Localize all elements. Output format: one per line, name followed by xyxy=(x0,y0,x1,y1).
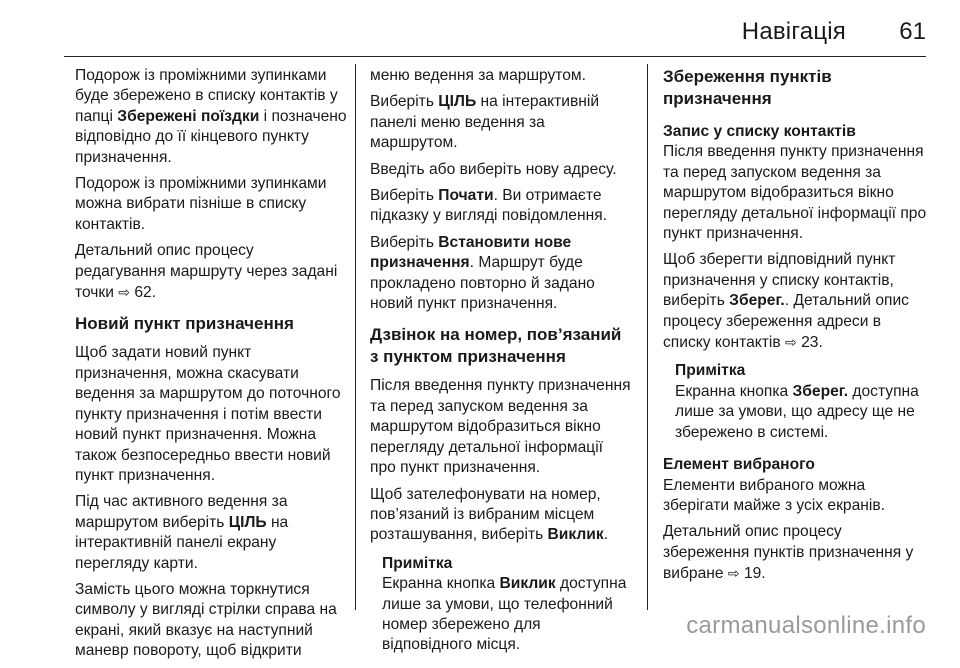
paragraph: Виберіть Почати. Ви отримаєте підказку у вигляді повідомлення. xyxy=(370,187,607,225)
subsection-heading: Елемент вибраного xyxy=(663,456,815,474)
paragraph: Елементи вибраного можна зберігати майже з усіх екранів. xyxy=(663,476,885,514)
note-text: Екранна кнопка Виклик доступна лише за умови, що телефонний номер збережено для відповідного місця. xyxy=(382,575,627,654)
paragraph: Після введення пункту призначення та перед запуском ведення за маршрутом відобразиться вікно перегляду детальної інформації про пункт призначення. xyxy=(663,143,927,243)
paragraph: Під час активного ведення за маршрутом виберіть ЦІЛЬ на інтерактивній панелі екрану перегляду карти. xyxy=(75,493,289,572)
column-3 xyxy=(663,66,929,591)
subsection-heading: Запис у списку контактів xyxy=(663,123,856,140)
watermark[interactable]: carmanualsonline.info xyxy=(686,612,926,639)
note-title: Примітка xyxy=(675,362,746,380)
note-box xyxy=(675,361,929,443)
paragraph: меню ведення за маршрутом. xyxy=(370,67,586,84)
section-title: Навігація xyxy=(741,18,846,45)
paragraph: Виберіть Встановити нове призначення. Маршрут буде прокладено повторно й задано новий пункт призначення. xyxy=(370,233,595,313)
paragraph: Після введення пункту призначення та перед запуском ведення за маршрутом відобразиться вікно перегляду детальної інформації про пункт призначення. xyxy=(370,377,631,477)
section-heading: Новий пункт призначення xyxy=(75,314,294,334)
cross-reference-icon: ⇨ xyxy=(785,334,797,351)
paragraph: Щоб зберегти відповідний пункт призначення у списку контактів, виберіть Зберег.. Детальний опис процесу збереження адреси в списку контактів ⇨ 23. xyxy=(663,251,909,352)
paragraph: Щоб зателефонувати на номер, пов’язаний із вибраним місцем розташування, виберіть Виклик. xyxy=(370,485,609,544)
paragraph: Виберіть ЦІЛЬ на інтерактивній панелі меню ведення за маршрутом. xyxy=(370,93,600,152)
page-header xyxy=(64,0,926,57)
paragraph: Детальний опис процесу редагування маршруту через задані точки ⇨ 62. xyxy=(75,242,338,302)
note-box xyxy=(382,554,632,656)
cross-reference-icon: ⇨ xyxy=(727,565,740,582)
section-heading: Збереження пунктів призначення xyxy=(663,67,832,108)
paragraph: Замість цього можна торкнутися символу у вигляді стрілки справа на екрані, який вказує на наступний маневр повороту, щоб відкрити xyxy=(75,580,337,660)
column-divider xyxy=(647,64,648,610)
paragraph: Подорож із проміжними зупинками можна вибрати пізніше в списку контактів. xyxy=(75,175,327,233)
section-heading: Дзвінок на номер, пов’язаний з пунктом призначення xyxy=(370,325,622,367)
note-title: Примітка xyxy=(382,554,453,572)
page-number: 61 xyxy=(899,18,926,45)
column-1 xyxy=(75,66,347,668)
note-text: Екранна кнопка Зберег. доступна лише за умови, що адресу ще не збережено в системі. xyxy=(675,382,919,441)
paragraph: Щоб задати новий пункт призначення, можна скасувати ведення за маршрутом до поточного пункту призначення і потім ввести новий пункт призначення. Можна також безпосередньо ввести новий пункт призначення. xyxy=(75,344,341,484)
column-divider xyxy=(355,64,356,610)
paragraph: Введіть або виберіть нову адресу. xyxy=(370,160,617,178)
paragraph: Детальний опис процесу збереження пунктів призначення у вибране ⇨ 19. xyxy=(663,523,914,583)
paragraph: Подорож із проміжними зупинками буде збережено в списку контактів у папці Збережені поїздки і позначено відповідно до її кінцевого пункту призначення. xyxy=(75,67,347,166)
cross-reference-icon: ⇨ xyxy=(118,284,131,301)
column-2 xyxy=(370,66,632,666)
